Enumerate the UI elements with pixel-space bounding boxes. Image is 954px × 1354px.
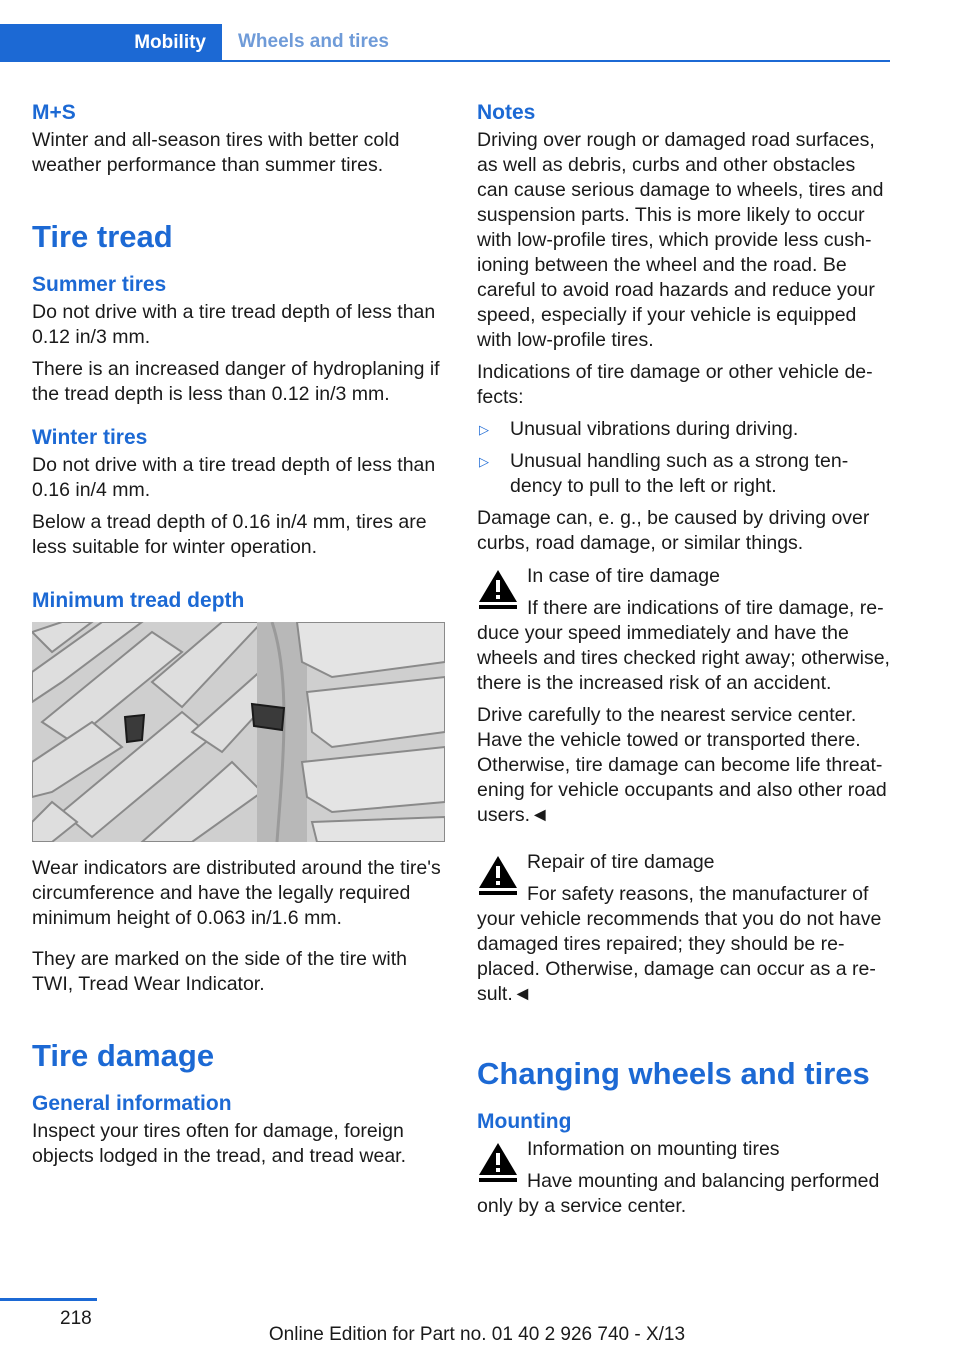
warning-triangle-icon [477,568,519,610]
warning-title: Information on mounting tires [527,1138,780,1160]
winter-text-1: Do not drive with a tire tread depth of less than 0.16 in/4 mm. [32,454,436,501]
warning-followup-text: Drive carefully to the nearest service center. Have the vehicle towed or transported there. Otherwise, tire damage can become life threatening for vehicle occupants and also other road users.◄ [477,704,887,826]
warning-tire-damage [477,564,890,696]
notes-text-1: Driving over rough or damaged road surfaces, as well as debris, curbs and other obstacles can cause serious damage to wheels, tires and suspension parts. This is more likely to occur with low-profile tires, which provide less cushioning between the wheel and the road. Be careful to avoid road hazards and reduce your speed, especially if your vehicle is equipped with low-profile tires. [477,129,884,351]
warning-title: In case of tire damage [527,565,720,587]
warning-repair [477,850,890,1007]
winter-text-2: Below a tread depth of 0.16 in/4 mm, tires are less suitable for winter operation. [32,511,427,558]
notes-text-3: Damage can, e. g., be caused by driving over curbs, road damage, or similar things. [477,507,870,554]
warning-title: Repair of tire damage [527,851,715,873]
mounting-heading: Mounting [477,1110,572,1133]
page-number: 218 [60,1308,92,1329]
ms-heading: M+S [32,101,76,124]
notes-heading: Notes [477,101,536,124]
tread-wear-indicator-image [32,622,445,842]
wear-text-1: Wear indicators are distributed around the tire's circumference and have the legally required minimum height of 0.063 in/1.6 mm. [32,857,441,929]
left-column [32,98,447,1176]
list-item: ▷ Unusual handling such as a strong tendency to pull to the left or right. [479,450,849,497]
warning-mounting [477,1137,890,1219]
warning-triangle-icon [477,854,519,896]
ms-text: Winter and all-season tires with better cold weather performance than summer tires. [32,129,400,176]
summer-text-2: There is an increased danger of hydroplaning if the tread depth is less than 0.12 in/3 mm. [32,358,440,405]
triangle-bullet-icon: ▷ [479,454,489,469]
warning-text: If there are indications of tire damage, reduce your speed immediately and have the wheels and tires checked right away; otherwise, there is the increased risk of an accident. [477,597,890,694]
right-column [477,98,890,1226]
wear-text-2: They are marked on the side of the tire with TWI, Tread Wear Indicator. [32,948,408,995]
section-tab[interactable]: Mobility [0,24,222,62]
notes-text-2: Indications of tire damage or other vehicle defects: [477,361,873,408]
damage-indications-list [477,417,890,499]
page-header [0,24,890,62]
warning-text: For safety reasons, the manufacturer of your vehicle recommends that you do not have damaged tires repaired; they should be replaced. Otherwise, damage can occur as a result.◄ [477,883,882,1005]
list-item: ▷ Unusual vibrations during driving. [479,418,799,440]
subsection-tab[interactable]: Wheels and tires [238,31,389,52]
general-text-1: Inspect your tires often for damage, foreign objects lodged in the tread, and tread wear. [32,1120,407,1167]
tire-tread-illustration [32,622,445,842]
warning-text: Have mounting and balancing performed only by a service center. [477,1170,880,1217]
summer-tires-heading: Summer tires [32,273,167,296]
header-rule [222,60,890,62]
warning-triangle-icon [477,1141,519,1183]
summer-text-1: Do not drive with a tire tread depth of less than 0.12 in/3 mm. [32,301,436,348]
footer-rule [0,1298,97,1301]
triangle-bullet-icon: ▷ [479,422,489,437]
changing-wheels-heading: Changing wheels and tires [477,1056,870,1091]
winter-tires-heading: Winter tires [32,426,148,449]
general-information-heading: General information [32,1092,232,1115]
tire-damage-heading: Tire damage [32,1038,215,1073]
tire-tread-heading: Tire tread [32,219,173,254]
edition-note: Online Edition for Part no. 01 40 2 926 740 - X/13 [268,1324,686,1345]
minimum-tread-heading: Minimum tread depth [32,589,245,612]
